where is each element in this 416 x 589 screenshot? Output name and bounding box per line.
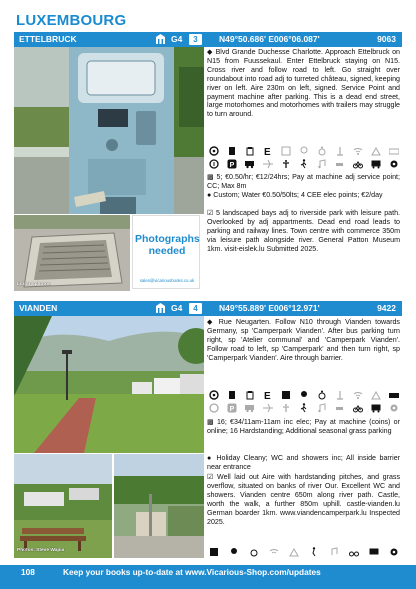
grey-water-icon (227, 146, 237, 156)
gps-coordinates: N49°50.686' E006°06.087' (219, 34, 320, 44)
wheelchair-icon (317, 390, 327, 400)
map-grid-ref: G4 (171, 34, 183, 44)
wifi-icon (269, 547, 279, 557)
electric-icon (263, 390, 273, 400)
page-footer (0, 565, 416, 589)
wc-icon (209, 547, 219, 557)
bicycle-icon (349, 547, 359, 557)
photos-needed-box (132, 215, 200, 289)
wc-icon (281, 390, 291, 400)
bench-photo (14, 454, 112, 558)
parking-icon (227, 159, 237, 169)
footer-advert[interactable]: Keep your books up-to-date at www.Vicarious-Shop.com/updates (63, 567, 321, 577)
custom-icon (209, 146, 219, 156)
music-icon (317, 159, 327, 169)
building-icon (156, 34, 165, 44)
svg-text:P: P (229, 405, 235, 413)
bus-icon (371, 159, 381, 169)
airport-icon (263, 159, 273, 169)
dog-icon (335, 403, 345, 413)
wc-icon (281, 146, 291, 156)
wheelchair-icon (317, 146, 327, 156)
facilities-photo (114, 454, 204, 558)
grey-water-icon (227, 390, 237, 400)
airport-icon (263, 403, 273, 413)
description: 5 landscaped bays adj to riverside park with leisure path. Overlooked by adj appartments. Dead end road leads to parking and railway lines. Town centre with commerce 350m via leisure path alongside river. General Patton Museum 1km. visit-eislek.lu Submitted 2025. (207, 209, 400, 253)
entry-header (14, 32, 402, 47)
photos-needed-text: Photographs needed (135, 233, 200, 257)
water-tap-icon (281, 159, 291, 169)
chemical-icon (245, 390, 255, 400)
directions-icon: ◆ (207, 318, 215, 326)
gear-icon (389, 547, 399, 557)
facility-icons-row-2 (209, 402, 399, 413)
service: Custom; Water €0.50/50lts; 4 CEE elec points; €2/day (213, 191, 383, 199)
wifi-icon (353, 390, 363, 400)
tent-icon (389, 390, 399, 400)
water-tap-icon (281, 403, 291, 413)
main-photo (14, 316, 204, 453)
entry-number: 3 (189, 34, 202, 45)
directions-text (207, 48, 400, 119)
lights-icon (335, 146, 345, 156)
wheelchair-icon (249, 547, 259, 557)
service-point-icon: ● (207, 191, 212, 199)
electric-icon (263, 146, 273, 156)
music-icon (317, 403, 327, 413)
charges: 16; €34/11am-11am inc elec; Pay at machine (coins) or online; 16 Hardstanding; Additional seasonal grass parking (207, 418, 400, 435)
motorhome-icon (245, 159, 255, 169)
description-text (207, 209, 400, 254)
main-photo (14, 47, 204, 214)
postcode: 9422 (377, 303, 396, 313)
photos-email[interactable]: sales@vicariousbooks.co.uk (139, 278, 195, 283)
bicycle-icon (353, 403, 363, 413)
bicycle-icon (353, 159, 363, 169)
svg-text:E: E (264, 390, 271, 400)
tick-box-icon: ☑ (207, 473, 214, 481)
walking-icon (299, 403, 309, 413)
service-point-icon: ● (207, 454, 213, 462)
description: Well laid out Aire with hardstanding pitches, and grass overflow, situated on banks of river Our. Excellent WC and showers. Vianden centre 650m along river path. Castle, worth the walk, a further 850m uphill. castle-vianden.lu German boarder 1km. www.viandencamperpark.lu Inspected 2025. (207, 473, 400, 526)
description-text (207, 473, 400, 526)
shower-icon (299, 146, 309, 156)
campsite-icon (371, 390, 381, 400)
music-icon (329, 547, 339, 557)
charges-text (207, 418, 400, 436)
custom-icon (209, 390, 219, 400)
entry-number: 4 (189, 303, 202, 314)
facility-icons-row-3 (209, 546, 399, 557)
postcode: 9063 (377, 34, 396, 44)
restaurant-icon (209, 403, 219, 413)
svg-text:E: E (264, 146, 271, 156)
photo-credit: Photos: Steve Wapia (17, 548, 65, 553)
wifi-icon (353, 146, 363, 156)
walking-icon (299, 159, 309, 169)
tick-box-icon: ☑ (207, 209, 214, 217)
lights-icon (335, 390, 345, 400)
bus-icon (371, 403, 381, 413)
campsite-icon (289, 547, 299, 557)
shower-icon (299, 390, 309, 400)
drain-photo (14, 215, 130, 291)
page-number: 108 (21, 567, 35, 577)
service: Holiday Cleany; WC and showers inc; All inside barrier near entrance (207, 454, 401, 471)
aire-entry-vianden (14, 301, 402, 559)
restaurant-icon (209, 159, 219, 169)
charges: 5; €0.50/hr; €12/24hrs; Pay at machine adj service point; CC; Max 8m (207, 173, 400, 190)
building-icon (156, 303, 165, 313)
country-heading: LUXEMBOURG (16, 12, 127, 29)
walking-icon (309, 547, 319, 557)
motorhome-icon (245, 403, 255, 413)
parking-icon (227, 403, 237, 413)
directions: Blvd Grande Duchesse Charlotte. Approach Ettelbruck on N15 from Fuussekaul. Enter Ettelbruck staying on N15. Cross river and follow road to left. Go straight over roundabout into road adj to turreted château, signed, keeping river on left. Aire 230m on left, signed. Service Point and payment machine after parking. This is a dead end street, large motorhomes and motorhomes with trailers may struggle to turn around. (207, 48, 400, 119)
motorhome-count-icon: ▩ (207, 418, 214, 426)
dog-icon (335, 159, 345, 169)
map-grid-ref: G4 (171, 303, 183, 313)
svg-text:P: P (229, 161, 235, 169)
tent-icon (389, 146, 399, 156)
entry-header (14, 301, 402, 316)
entry-name: VIANDEN (19, 303, 58, 313)
gear-icon (389, 403, 399, 413)
aire-entry-ettelbruck (14, 32, 402, 293)
motorhome-count-icon: ▩ (207, 173, 214, 181)
service-text (207, 191, 400, 200)
photo-credit: Library photos (17, 282, 51, 287)
service-text (207, 454, 400, 472)
facility-icons-row-2 (209, 158, 399, 169)
entry-name: ETTELBRUCK (19, 34, 77, 44)
directions: Rue Neugarten. Follow N10 through Vianden towards Germany, sp 'Camperpark Vianden'. After bus parking turn right, sp 'Atelier communal' and 'Camperpark Vianden'. Follow road to left, sp 'Camperpark' and then turn right, sp 'Camperpark Vianden'. Aire through barrier. (207, 318, 400, 362)
facility-icons-row-1 (209, 389, 399, 400)
bus-icon (369, 547, 379, 557)
charges-text (207, 173, 400, 191)
gps-coordinates: N49°55.889' E006°12.971' (219, 303, 320, 313)
campsite-icon (371, 146, 381, 156)
directions-icon: ◆ (207, 48, 214, 56)
facility-icons-row-1 (209, 145, 399, 156)
shower-icon (229, 547, 239, 557)
directions-text (207, 318, 400, 363)
gear-icon (389, 159, 399, 169)
chemical-icon (245, 146, 255, 156)
